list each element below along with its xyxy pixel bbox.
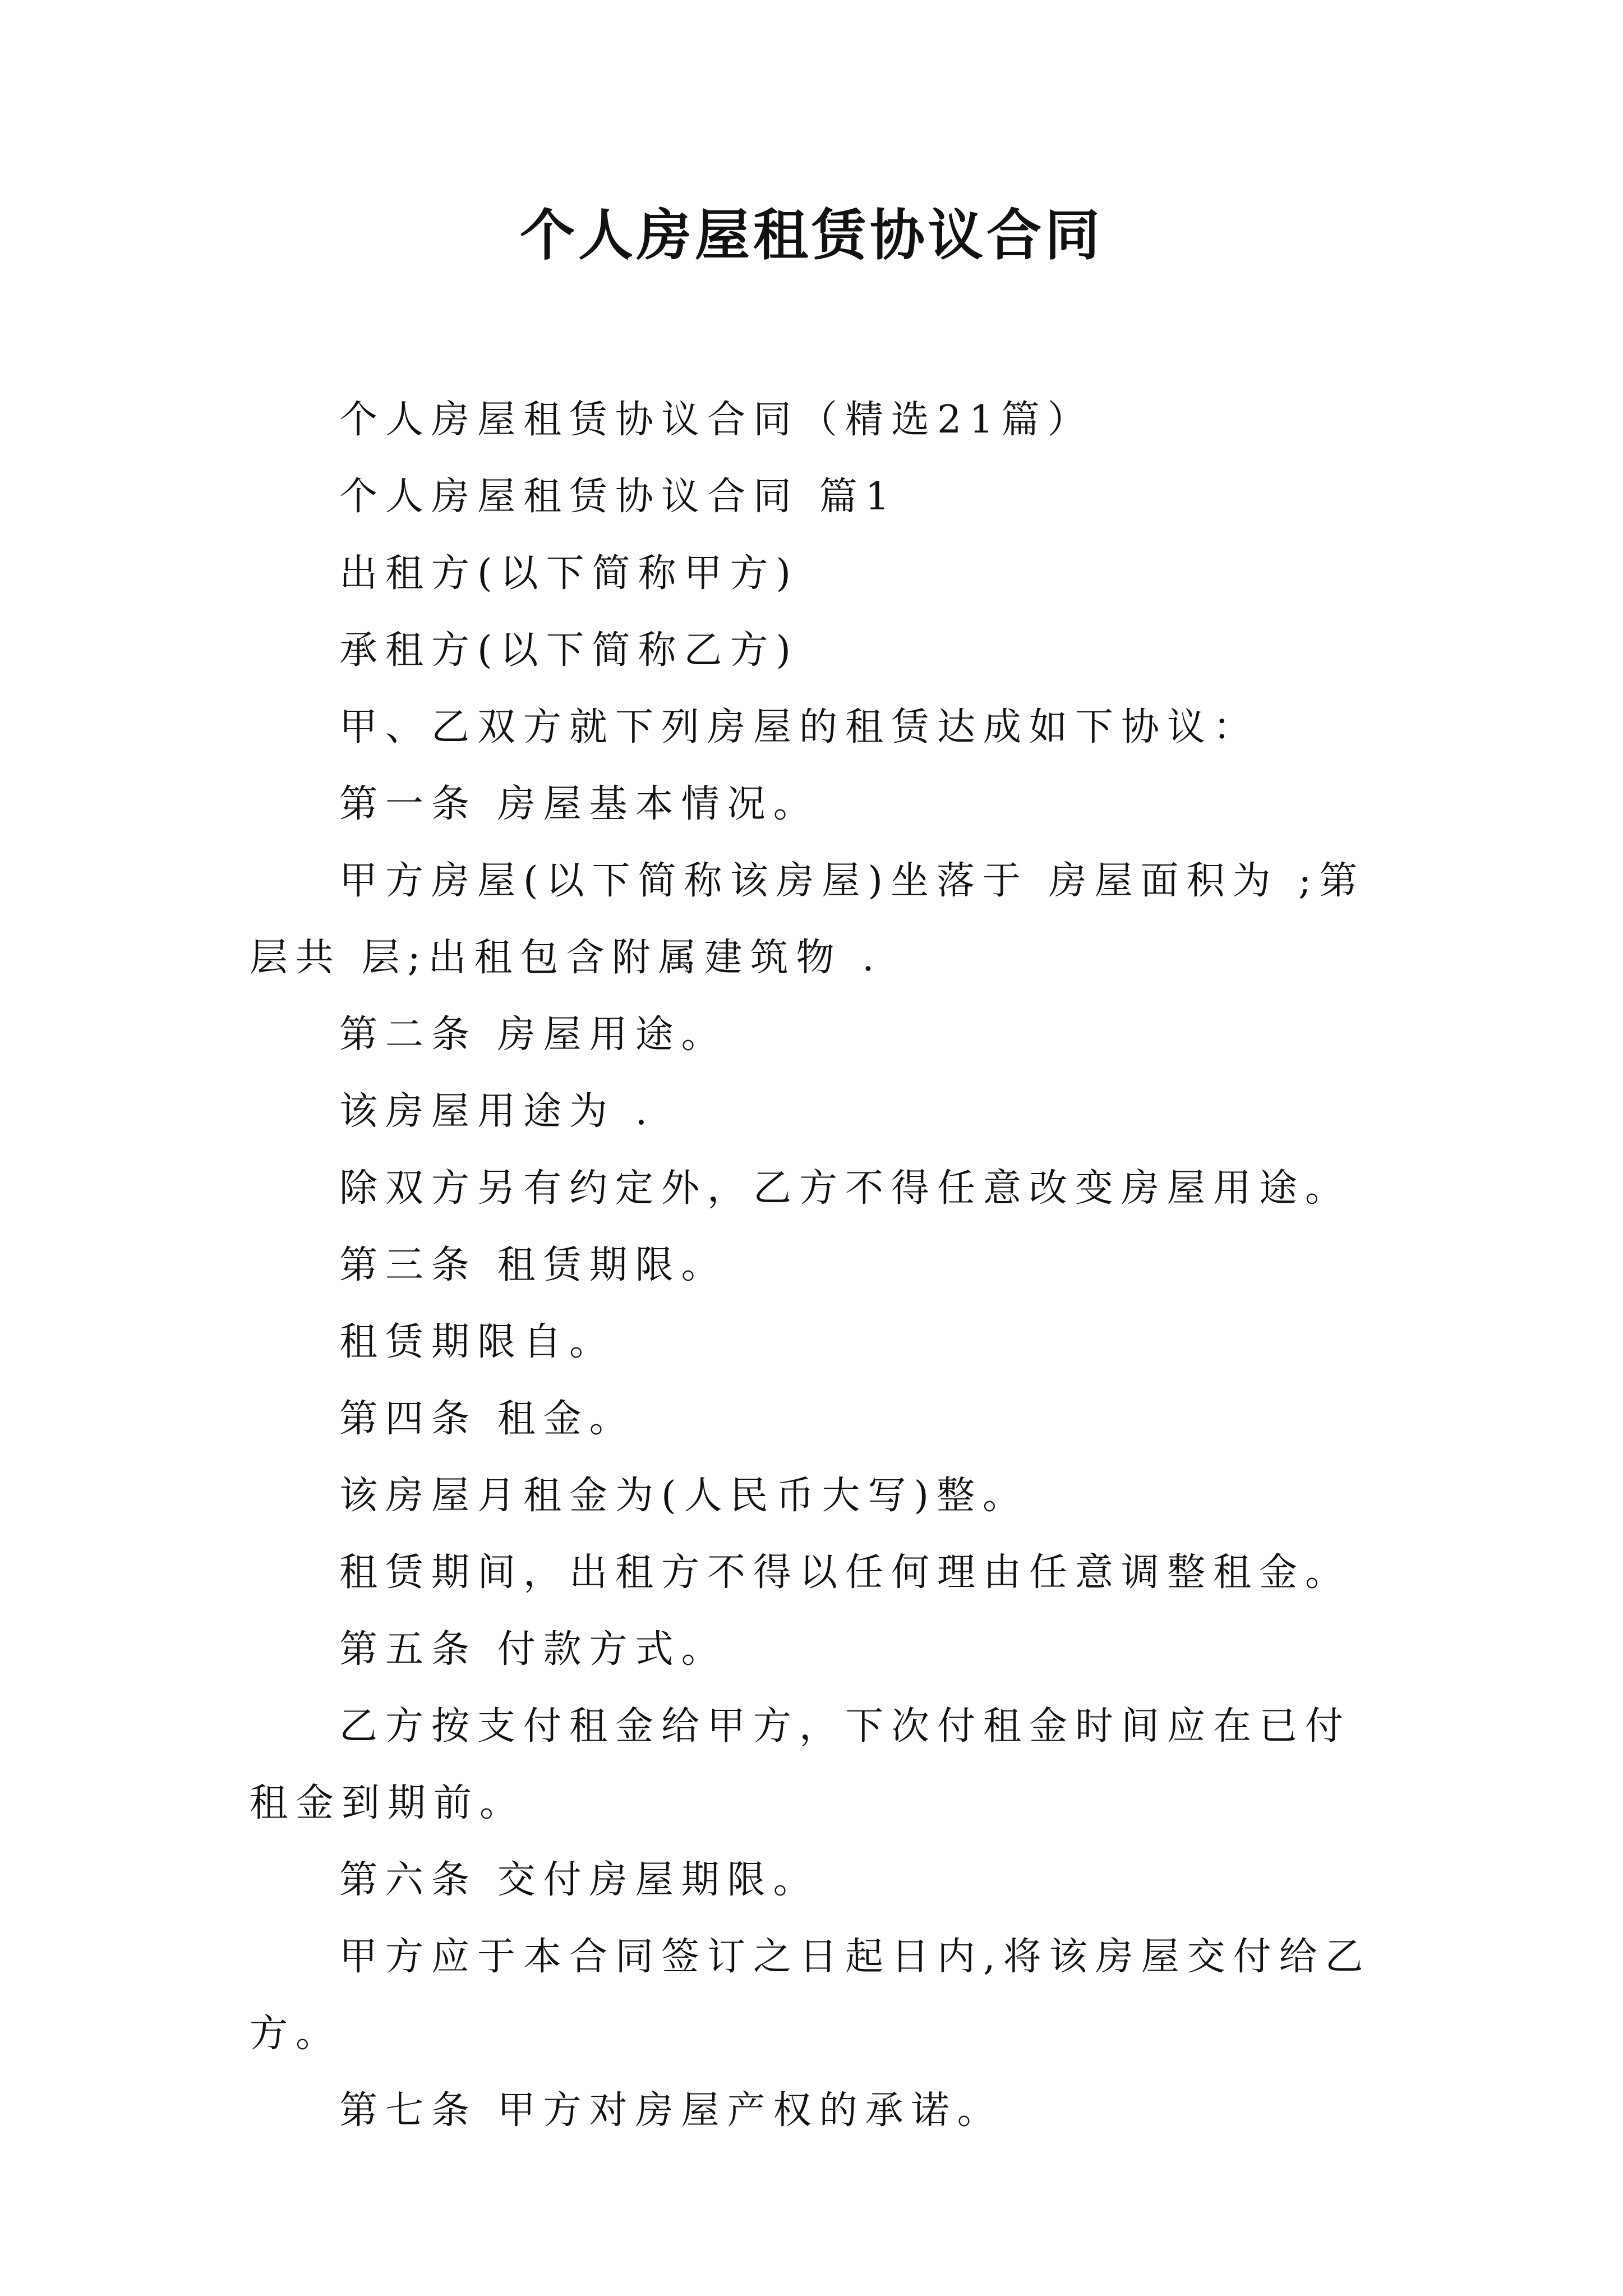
article-6-heading: 第六条 交付房屋期限。 [339,1858,819,1902]
document-title: 个人房屋租赁协议合同 [519,203,1103,268]
article-7-heading: 第七条 甲方对房屋产权的承诺。 [339,2088,1003,2133]
paragraph-subtitle: 个人房屋租赁协议合同（精选21篇） [339,398,1094,442]
article-2-heading: 第二条 房屋用途。 [339,1013,727,1057]
paragraph-agreement-intro: 甲、乙双方就下列房屋的租赁达成如下协议： [339,705,1260,749]
article-3-heading: 第三条 租赁期限。 [339,1243,727,1287]
document-body [250,381,1385,2149]
article-6-text: 甲方应于本合同签订之日起日内,将该房屋交付给乙方。 [250,1935,1371,2056]
paragraph-lessor: 出租方(以下简称甲方) [339,551,799,596]
article-5-heading: 第五条 付款方式。 [339,1627,727,1672]
article-5-text: 乙方按支付租金给甲方，下次付租金时间应在已付租金到期前。 [250,1704,1352,1825]
paragraph-section-heading: 个人房屋租赁协议合同 篇1 [339,475,897,519]
article-4-text: 该房屋月租金为(人民币大写)整。 [339,1474,1029,1518]
article-2-text-2: 除双方另有约定外，乙方不得任意改变房屋用途。 [339,1166,1352,1211]
article-1-text: 甲方房屋(以下简称该房屋)坐落于 房屋面积为 ;第 层共 层;出租包含附属建筑物 . [250,859,1385,980]
paragraph-lessee: 承租方(以下简称乙方) [339,628,799,673]
article-1-heading: 第一条 房屋基本情况。 [339,782,819,826]
article-4-text-2: 租赁期间，出租方不得以任何理由任意调整租金。 [339,1550,1352,1595]
article-3-text: 租赁期限自。 [339,1320,616,1364]
article-2-text: 该房屋用途为 . [339,1089,656,1134]
article-4-heading: 第四条 租金。 [339,1397,635,1441]
